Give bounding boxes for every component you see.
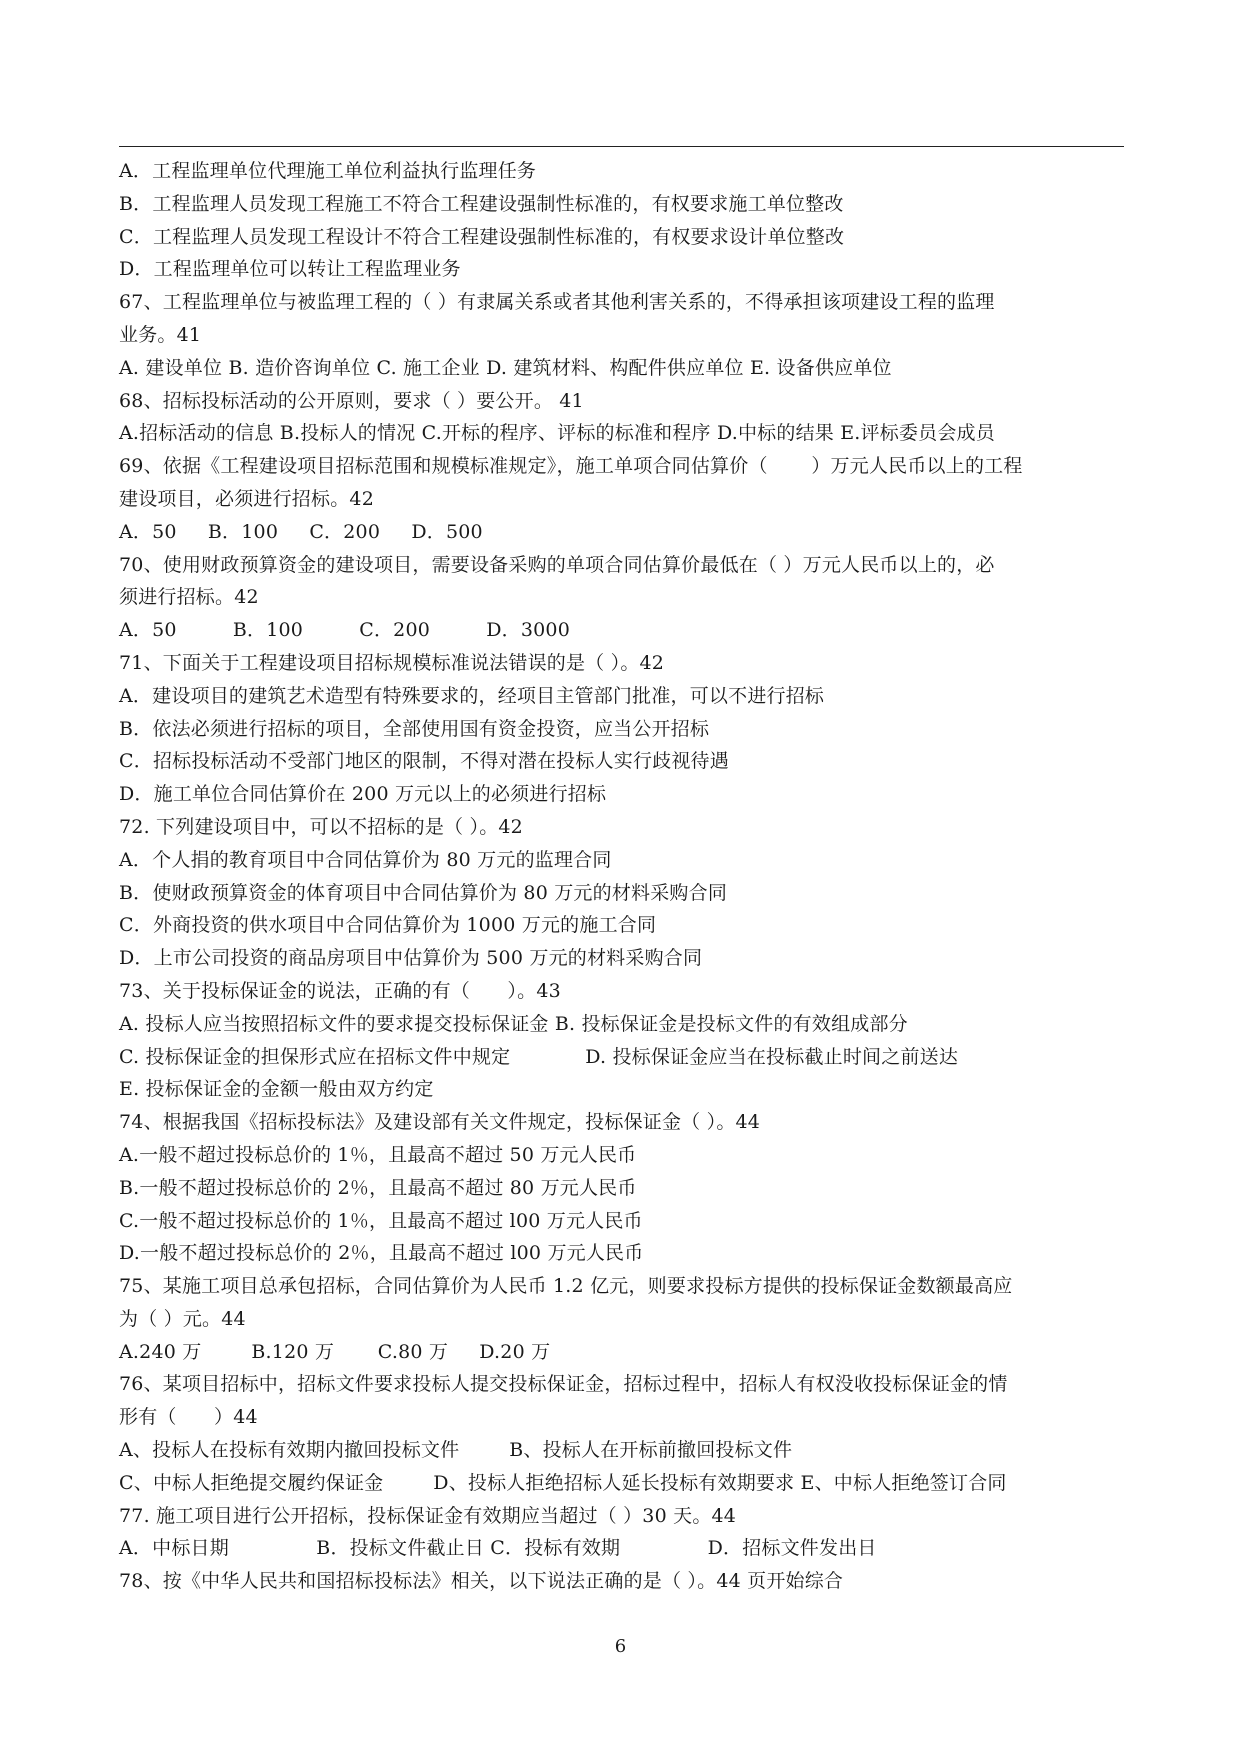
text-line: 71、下面关于工程建设项目招标规模标准说法错误的是（ ）。42: [119, 651, 665, 674]
header-rule: [119, 146, 1124, 147]
text-line: C. 投标保证金的担保形式应在招标文件中规定 D. 投标保证金应当在投标截止时间之前送达: [119, 1045, 959, 1068]
text-line: 业务。41: [119, 323, 202, 346]
text-line: 为（ ）元。44: [119, 1307, 246, 1330]
text-line: A．中标日期 B．投标文件截止日 C．投标有效期 D．招标文件发出日: [119, 1537, 877, 1560]
text-line: E. 投标保证金的金额一般由双方约定: [119, 1078, 434, 1101]
text-line: 建设项目，必须进行招标。42: [119, 487, 374, 510]
text-line: B．使财政预算资金的体育项目中合同估算价为 80 万元的材料采购合同: [119, 881, 728, 904]
text-line: 67、工程监理单位与被监理工程的（ ）有隶属关系或者其他利害关系的，不得承担该项建设工程的监理: [119, 291, 995, 314]
text-line: C．外商投资的供水项目中合同估算价为 1000 万元的施工合同: [119, 914, 657, 937]
text-line: 72. 下列建设项目中，可以不招标的是（ ）。42: [119, 815, 523, 838]
text-line: A．50 B．100 C．200 D．500: [119, 520, 483, 543]
text-line: C．工程监理人员发现工程设计不符合工程建设强制性标准的，有权要求设计单位整改: [119, 225, 845, 248]
text-line: A．工程监理单位代理施工单位利益执行监理任务: [119, 160, 537, 182]
text-line: 73、关于投标保证金的说法，正确的有（ ）。43: [119, 979, 561, 1002]
text-line: 74、根据我国《招标投标法》及建设部有关文件规定，投标保证金（ ）。44: [119, 1111, 761, 1134]
text-line: B．工程监理人员发现工程施工不符合工程建设强制性标准的，有权要求施工单位整改: [119, 192, 844, 215]
page-number: 6: [614, 1636, 627, 1657]
text-line: 70、使用财政预算资金的建设项目，需要设备采购的单项合同估算价最低在（ ）万元人民币以上的，必: [119, 553, 995, 576]
text-line: A. 建设单位 B. 造价咨询单位 C. 施工企业 D. 建筑材料、构配件供应单位 E. 设备供应单位: [119, 356, 892, 379]
text-line: 77. 施工项目进行公开招标，投标保证金有效期应当超过（ ）30 天。44: [119, 1504, 737, 1527]
text-line: C.一般不超过投标总价的 1％，且最高不超过 l00 万元人民币: [119, 1209, 643, 1232]
text-line: A.一般不超过投标总价的 1％，且最高不超过 50 万元人民币: [119, 1143, 637, 1166]
text-line: A.240 万 B.120 万 C.80 万 D.20 万: [119, 1340, 551, 1363]
text-line: C．招标投标活动不受部门地区的限制，不得对潜在投标人实行歧视待遇: [119, 750, 729, 773]
text-line: A.招标活动的信息 B.投标人的情况 C.开标的程序、评标的标准和程序 D.中标的结果 E.评标委员会成员: [119, 422, 995, 445]
text-line: 75、某施工项目总承包招标，合同估算价为人民币 1.2 亿元，则要求投标方提供的投标保证金数额最高应: [119, 1275, 1013, 1298]
text-line: 68、招标投标活动的公开原则，要求（ ）要公开。 41: [119, 389, 584, 412]
text-line: D．上市公司投资的商品房项目中估算价为 500 万元的材料采购合同: [119, 947, 703, 970]
text-line: A. 投标人应当按照招标文件的要求提交投标保证金 B. 投标保证金是投标文件的有效组成部分: [119, 1012, 908, 1035]
text-line: D．施工单位合同估算价在 200 万元以上的必须进行招标: [119, 783, 607, 806]
text-line: A、投标人在投标有效期内撤回投标文件 B、投标人在开标前撤回投标文件: [119, 1439, 793, 1462]
text-line: A．50 B．100 C．200 D．3000: [119, 619, 570, 642]
text-body: [119, 155, 1129, 1598]
text-line: 须进行招标。42: [119, 586, 259, 609]
text-line: A．个人捐的教育项目中合同估算价为 80 万元的监理合同: [119, 848, 612, 871]
text-line: D.一般不超过投标总价的 2％，且最高不超过 l00 万元人民币: [119, 1242, 644, 1265]
text-line: 69、依据《工程建设项目招标范围和规模标准规定》，施工单项合同估算价（ ）万元人民币以上的工程: [119, 455, 1023, 478]
text-line: B．依法必须进行招标的项目，全部使用国有资金投资，应当公开招标: [119, 717, 710, 740]
text-line: 78、按《中华人民共和国招标投标法》相关，以下说法正确的是（ ）。44 页开始综合: [119, 1570, 844, 1593]
text-line: C、中标人拒绝提交履约保证金 D、投标人拒绝招标人延长投标有效期要求 E、中标人拒绝签订合同: [119, 1471, 1007, 1494]
text-line: D．工程监理单位可以转让工程监理业务: [119, 258, 461, 281]
text-line: 形有（ ）44: [119, 1406, 258, 1429]
text-line: B.一般不超过投标总价的 2％，且最高不超过 80 万元人民币: [119, 1176, 637, 1199]
text-line: A．建设项目的建筑艺术造型有特殊要求的，经项目主管部门批准，可以不进行招标: [119, 684, 825, 707]
text-line: 76、某项目招标中，招标文件要求投标人提交投标保证金，招标过程中，招标人有权没收投标保证金的情: [119, 1373, 1008, 1396]
